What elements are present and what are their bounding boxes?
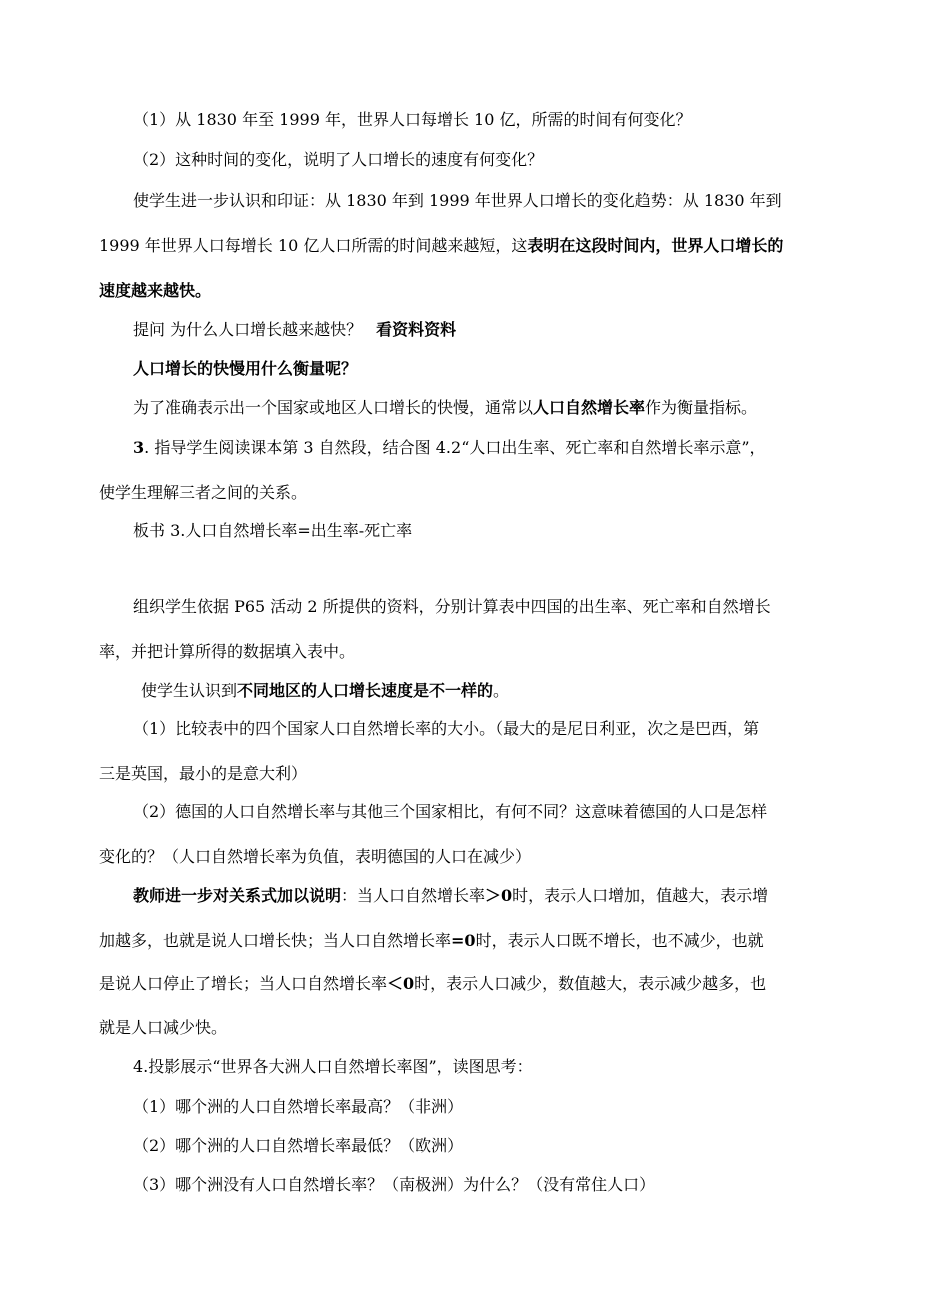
teacher-line-3: [99, 974, 766, 994]
organize-line-2: 率，并把计算所得的数据填入表中。: [99, 642, 356, 661]
view-materials-bold: 看资料资料: [376, 320, 457, 339]
measure-question-bold: 人口增长的快慢用什么衡量呢？: [133, 359, 358, 378]
ask-question-line: [133, 320, 456, 340]
teacher-text-1a: ：当人口自然增长率: [341, 886, 486, 905]
step-3-number: 3: [133, 438, 145, 457]
confirm-paragraph-line-2: [99, 236, 783, 256]
teacher-bold-lead: 教师进一步对关系式加以说明: [133, 886, 342, 905]
step-4-question-2: （2）哪个洲的人口自然增长率最低？（欧洲）: [133, 1136, 464, 1155]
compare-1-line-2: 三是英国，最小的是意大利）: [99, 764, 308, 783]
teacher-gt-zero: ＞0: [485, 886, 513, 905]
teacher-line-1: [133, 886, 768, 906]
step-3-line-1: [133, 438, 766, 458]
measure-explanation: [133, 398, 757, 418]
step-4-question-3: （3）哪个洲没有人口自然增长率？（南极洲）为什么？（没有常住人口）: [133, 1175, 656, 1194]
measure-plain-2: 作为衡量指标。: [645, 398, 758, 417]
step-4-question-1: （1）哪个洲的人口自然增长率最高？（非洲）: [133, 1097, 464, 1116]
teacher-lt-zero: ＜0: [387, 974, 415, 993]
confirm-paragraph-line-1: 使学生进一步认识和印证：从 1830 年到 1999 年世界人口增长的变化趋势：从 1830 年到: [133, 191, 782, 210]
step-3-text: . 指导学生阅读课本第 3 自然段，结合图 4.2“人口出生率、死亡率和自然增长率示意”，: [144, 438, 766, 457]
blackboard-formula: 板书 3.人口自然增长率=出生率-死亡率: [133, 521, 413, 540]
question-speed-change: （2）这种时间的变化，说明了人口增长的速度有何变化？: [133, 150, 544, 169]
step-3-line-2: 使学生理解三者之间的关系。: [99, 483, 308, 502]
teacher-text-1b: 时，表示人口增加，值越大，表示增: [512, 886, 769, 905]
ask-question-text: 提问 为什么人口增长越来越快？: [133, 320, 363, 339]
realize-plain-1: 使学生认识到: [141, 681, 238, 700]
teacher-text-3b: 时，表示人口减少，数值越大，表示减少越多，也: [414, 974, 767, 993]
realize-line: [141, 681, 509, 701]
confirm-plain-text: 1999 年世界人口每增长 10 亿人口所需的时间越来越短，这: [99, 236, 528, 255]
measure-term-bold: 人口自然增长率: [533, 398, 646, 417]
measure-question: [133, 359, 357, 379]
compare-2-line-2: 变化的？（人口自然增长率为负值，表明德国的人口在减少）: [99, 847, 532, 866]
confirm-conclusion-bold: 速度越来越快。: [99, 281, 212, 300]
compare-2-line-1: （2）德国的人口自然增长率与其他三个国家相比，有何不同？这意味着德国的人口是怎样: [133, 802, 768, 821]
organize-line-1: 组织学生依据 P65 活动 2 所提供的资料，分别计算表中四国的出生率、死亡率和自然增长: [133, 597, 771, 616]
teacher-text-2b: 时，表示人口既不增长，也不减少，也就: [475, 931, 764, 950]
confirm-bold-text: 表明在这段时间内，世界人口增长的: [527, 236, 784, 255]
measure-plain-1: 为了准确表示出一个国家或地区人口增长的快慢，通常以: [133, 398, 534, 417]
teacher-text-2a: 加越多，也就是说人口增长快；当人口自然增长率: [99, 931, 452, 950]
compare-1-line-1: （1）比较表中的四个国家人口自然增长率的大小。（最大的是尼日利亚，次之是巴西，第: [133, 719, 760, 738]
confirm-paragraph-line-3: [99, 281, 211, 301]
realize-plain-2: 。: [493, 681, 510, 700]
teacher-eq-zero: =0: [451, 931, 476, 950]
question-time-change: （1）从 1830 年至 1999 年，世界人口每增长 10 亿，所需的时间有何变化？: [133, 110, 692, 129]
step-4-intro: 4.投影展示“世界各大洲人口自然增长率图”，读图思考：: [133, 1057, 533, 1076]
teacher-text-3a: 是说人口停止了增长；当人口自然增长率: [99, 974, 388, 993]
realize-bold: 不同地区的人口增长速度是不一样的: [237, 681, 494, 700]
teacher-line-4: 就是人口减少快。: [99, 1018, 228, 1037]
teacher-line-2: [99, 931, 764, 951]
